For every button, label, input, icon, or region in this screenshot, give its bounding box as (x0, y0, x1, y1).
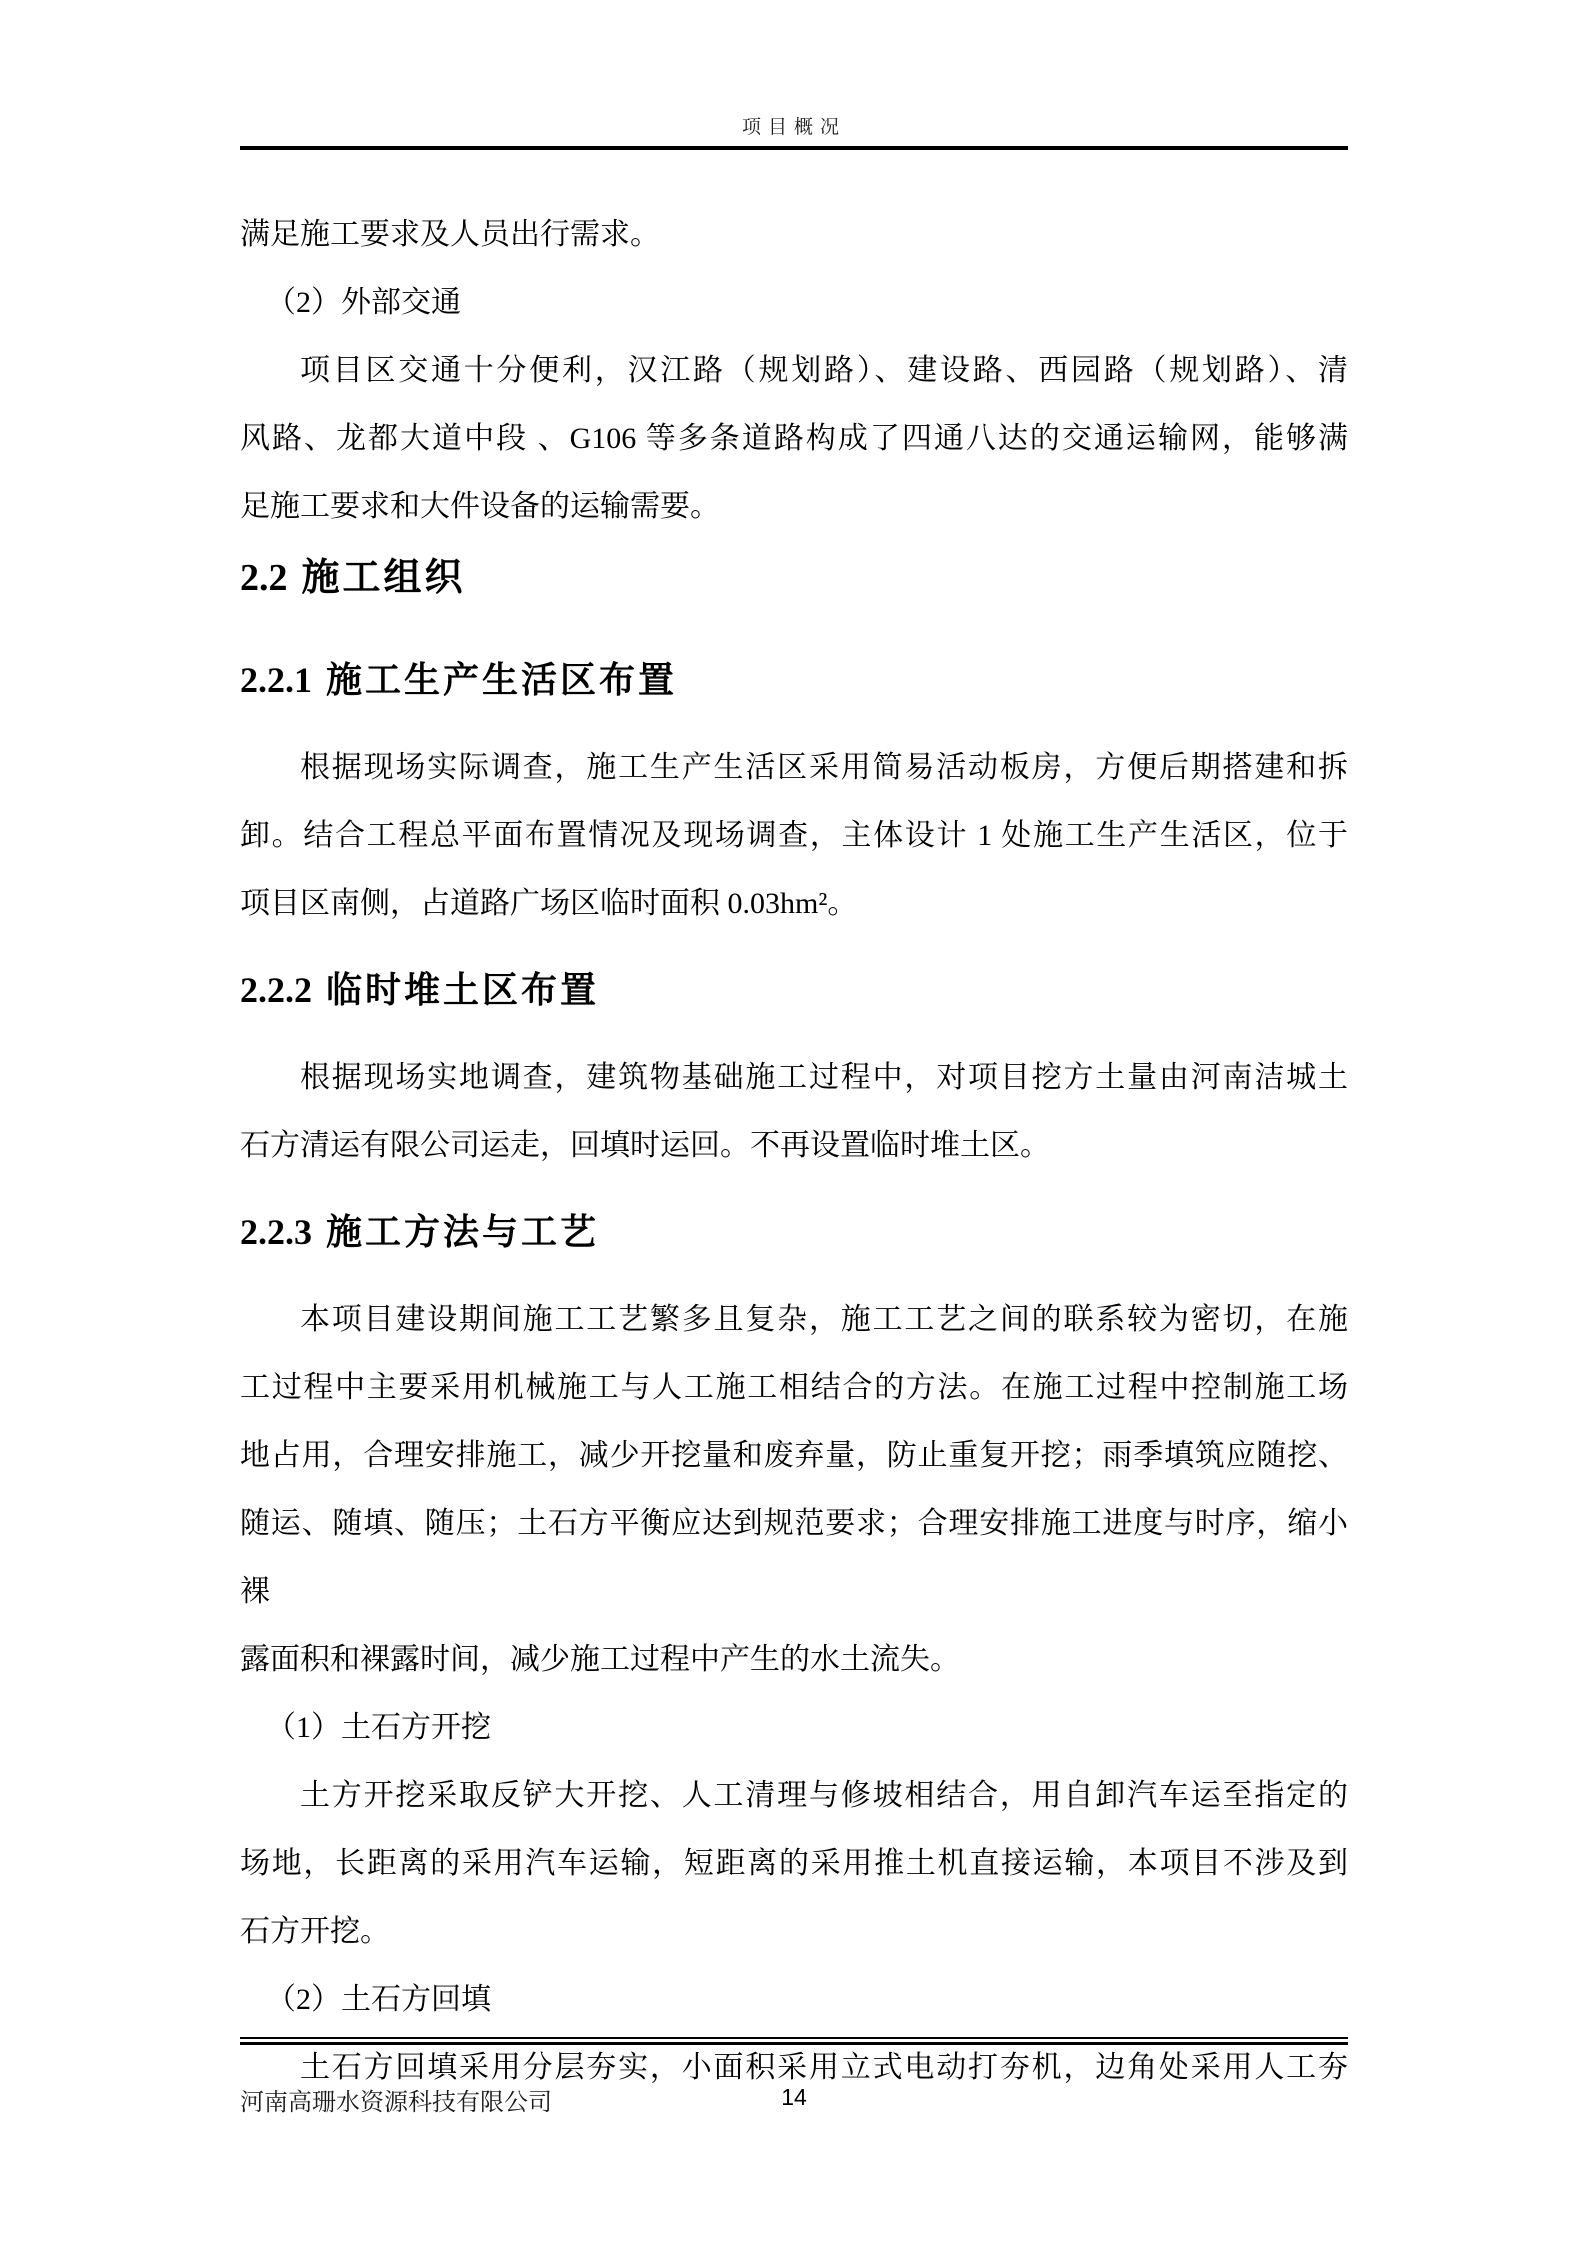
paragraph-excavation (240, 1762, 1348, 1966)
heading-title: 施工组织 (301, 557, 466, 599)
list-item-2-backfill (240, 1966, 1348, 2034)
text-line: （2）外部交通 (266, 286, 461, 319)
text-line: 根据现场实际调查，施工生产生活区采用简易活动板房，方便后期搭建和拆 (300, 751, 1348, 784)
paragraph-living-area (240, 734, 1348, 938)
heading-2-2-1 (240, 656, 1348, 704)
paragraph-construction-method (240, 1286, 1348, 1694)
heading-number: 2.2 (240, 557, 288, 599)
text-line: 本项目建设期间施工工艺繁多且复杂，施工工艺之间的联系较为密切，在施 (300, 1303, 1348, 1336)
text-line: 满足施工要求及人员出行需求。 (240, 218, 660, 251)
heading-title: 施工方法与工艺 (326, 1212, 600, 1252)
footer-company-name: 河南高珊水资源科技有限公司 (240, 2090, 552, 2116)
text-line: 卸。结合工程总平面布置情况及现场调查，主体设计 1 处施工生产生活区，位于 (240, 819, 1348, 852)
page-header-title: 项目概况 (741, 117, 846, 138)
heading-2-2-2 (240, 966, 1348, 1014)
text-line: 随运、随填、随压；土石方平衡应达到规范要求；合理安排施工进度与时序，缩小裸 (240, 1507, 1348, 1608)
text-line: 风路、龙都大道中段 、G106 等多条道路构成了四通八达的交通运输网，能够满 (240, 422, 1348, 455)
text-line: 项目区交通十分便利，汉江路（规划路）、建设路、西园路（规划路）、清 (300, 354, 1348, 387)
text-line: 土方开挖采取反铲大开挖、人工清理与修坡相结合，用自卸汽车运至指定的 (300, 1779, 1348, 1812)
text-line: （1）土石方开挖 (266, 1711, 491, 1744)
heading-2-2-3 (240, 1208, 1348, 1256)
text-line: 地占用，合理安排施工，减少开挖量和废弃量，防止重复开挖；雨季填筑应随挖、 (240, 1439, 1348, 1472)
paragraph-soil-stacking (240, 1044, 1348, 1180)
text-line: 石方清运有限公司运走，回填时运回。不再设置临时堆土区。 (240, 1129, 1050, 1162)
paragraph-continuation (240, 201, 1348, 269)
text-line: 工过程中主要采用机械施工与人工施工相结合的方法。在施工过程中控制施工场 (240, 1371, 1348, 1404)
heading-number: 2.2.3 (240, 1212, 312, 1252)
text-line: 根据现场实地调查，建筑物基础施工过程中，对项目挖方土量由河南洁城土 (300, 1061, 1348, 1094)
header-rule (240, 146, 1348, 150)
footer-rule (240, 2037, 1348, 2045)
text-line: （2）土石方回填 (266, 1983, 491, 2016)
list-item-2-external-traffic (240, 269, 1348, 337)
text-line: 露面积和裸露时间，减少施工过程中产生的水土流失。 (240, 1643, 960, 1676)
paragraph-external-traffic (240, 337, 1348, 541)
heading-title: 临时堆土区布置 (326, 970, 600, 1010)
text-line: 项目区南侧，占道路广场区临时面积 0.03hm²。 (240, 887, 858, 920)
text-line: 足施工要求和大件设备的运输需要。 (240, 490, 720, 523)
heading-2-2 (240, 554, 1348, 602)
list-item-1-excavation (240, 1694, 1348, 1762)
text-line: 土石方回填采用分层夯实，小面积采用立式电动打夯机，边角处采用人工夯 (300, 2051, 1348, 2084)
document-body (240, 201, 1348, 2102)
text-line: 场地，长距离的采用汽车运输，短距离的采用推土机直接运输，本项目不涉及到 (240, 1847, 1348, 1880)
heading-title: 施工生产生活区布置 (326, 660, 678, 700)
heading-number: 2.2.2 (240, 970, 312, 1010)
text-line: 石方开挖。 (240, 1915, 390, 1948)
footer-page-number: 14 (781, 2084, 807, 2110)
heading-number: 2.2.1 (240, 660, 312, 700)
